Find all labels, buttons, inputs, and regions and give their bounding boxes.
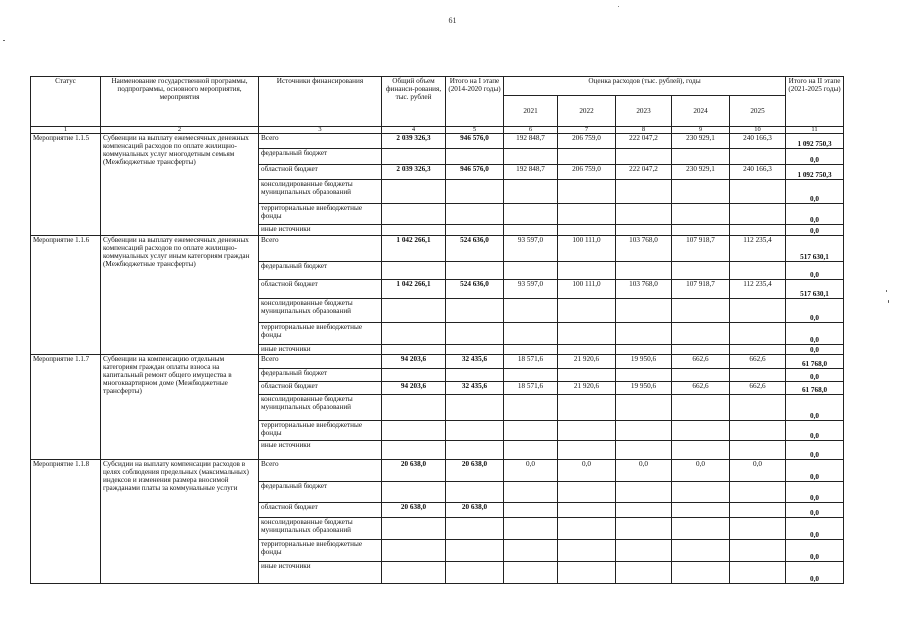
stage2-total-cell: 0,0 <box>786 518 844 540</box>
amount-cell <box>616 225 672 236</box>
column-number: 6 <box>504 127 558 134</box>
amount-cell <box>730 369 786 382</box>
amount-cell <box>382 345 446 355</box>
amount-cell: 222 047,2 <box>616 165 672 180</box>
measure-status: Мероприятие 1.1.7 <box>31 355 101 460</box>
amount-cell <box>446 204 504 225</box>
amount-cell <box>504 441 558 460</box>
amount-cell: 206 759,0 <box>558 165 616 180</box>
amount-cell <box>616 323 672 345</box>
amount-cell <box>504 204 558 225</box>
amount-cell <box>672 180 730 204</box>
column-number: 9 <box>672 127 730 134</box>
amount-cell <box>382 299 446 323</box>
amount-cell <box>672 345 730 355</box>
budget-table <box>30 76 844 584</box>
header-stage1: Итого на I этапе (2014-2020 годы) <box>446 77 504 127</box>
amount-cell <box>672 299 730 323</box>
stage2-total-cell: 0,0 <box>786 180 844 204</box>
amount-cell <box>446 441 504 460</box>
amount-cell <box>504 323 558 345</box>
measure-name: Субвенции на выплату ежемесячных денежных компенсаций расходов по оплате жилищно-коммунальных услуг иным категориям граждан (Межбюджетные трансферты) <box>101 236 259 355</box>
stage2-total-cell: 61 768,0 <box>786 382 844 395</box>
amount-cell <box>616 482 672 503</box>
amount-cell <box>730 345 786 355</box>
amount-cell <box>558 421 616 441</box>
measure-status: Мероприятие 1.1.8 <box>31 460 101 584</box>
column-number: 7 <box>558 127 616 134</box>
amount-cell: 20 638,0 <box>446 460 504 482</box>
amount-cell: 662,6 <box>730 355 786 369</box>
amount-cell <box>616 149 672 165</box>
amount-cell <box>382 323 446 345</box>
amount-cell <box>672 518 730 540</box>
amount-cell: 107 918,7 <box>672 236 730 262</box>
header-estimate: Оценка расходов (тыс. рублей), годы <box>504 77 786 96</box>
amount-cell: 100 111,0 <box>558 280 616 299</box>
amount-cell <box>730 204 786 225</box>
amount-cell <box>616 262 672 280</box>
amount-cell: 20 638,0 <box>446 503 504 518</box>
amount-cell <box>382 562 446 584</box>
amount-cell: 103 768,0 <box>616 280 672 299</box>
amount-cell <box>446 562 504 584</box>
funding-source: территориальные внебюджетные фонды <box>259 540 382 562</box>
stage2-total-cell: 1 092 750,3 <box>786 134 844 149</box>
amount-cell <box>730 225 786 236</box>
stage2-total-cell: 1 092 750,3 <box>786 165 844 180</box>
amount-cell: 18 571,6 <box>504 355 558 369</box>
amount-cell <box>382 204 446 225</box>
funding-source: консолидированные бюджеты муниципальных образований <box>259 518 382 540</box>
amount-cell <box>672 395 730 421</box>
amount-cell <box>616 421 672 441</box>
page-number: 61 <box>448 16 457 25</box>
amount-cell <box>558 503 616 518</box>
funding-source: областной бюджет <box>259 280 382 299</box>
amount-cell <box>382 149 446 165</box>
stage2-total-cell: 0,0 <box>786 149 844 165</box>
table-body <box>31 134 844 584</box>
amount-cell: 112 235,4 <box>730 236 786 262</box>
funding-source: консолидированные бюджеты муниципальных образований <box>259 180 382 204</box>
amount-cell: 222 047,2 <box>616 134 672 149</box>
amount-cell <box>558 345 616 355</box>
amount-cell: 94 203,6 <box>382 355 446 369</box>
amount-cell <box>730 562 786 584</box>
amount-cell: 946 576,0 <box>446 165 504 180</box>
amount-cell: 524 636,0 <box>446 280 504 299</box>
amount-cell <box>616 299 672 323</box>
measure-name: Субвенции на компенсацию отдельным категориям граждан оплаты взноса на капитальный ремонт общего имущества в многоквартирном доме (Межбюджетные трансферты) <box>101 355 259 460</box>
stage2-total-cell: 0,0 <box>786 441 844 460</box>
funding-source: территориальные внебюджетные фонды <box>259 323 382 345</box>
amount-cell <box>446 421 504 441</box>
amount-cell <box>446 225 504 236</box>
amount-cell <box>504 562 558 584</box>
amount-cell <box>504 345 558 355</box>
header-year: 2021 <box>504 96 558 127</box>
amount-cell: 20 638,0 <box>382 460 446 482</box>
scan-speck <box>886 290 887 292</box>
amount-cell: 21 920,6 <box>558 382 616 395</box>
amount-cell <box>672 204 730 225</box>
amount-cell: 192 848,7 <box>504 134 558 149</box>
amount-cell <box>558 482 616 503</box>
scan-speck <box>888 300 889 303</box>
funding-source: Всего <box>259 236 382 262</box>
amount-cell <box>730 262 786 280</box>
column-number: 5 <box>446 127 504 134</box>
amount-cell <box>382 441 446 460</box>
amount-cell <box>446 518 504 540</box>
amount-cell: 2 039 326,3 <box>382 165 446 180</box>
amount-cell <box>446 323 504 345</box>
amount-cell <box>558 299 616 323</box>
amount-cell <box>616 518 672 540</box>
measure-status: Мероприятие 1.1.5 <box>31 134 101 236</box>
measure-status: Мероприятие 1.1.6 <box>31 236 101 355</box>
amount-cell: 103 768,0 <box>616 236 672 262</box>
amount-cell <box>382 225 446 236</box>
amount-cell <box>504 369 558 382</box>
amount-cell: 18 571,6 <box>504 382 558 395</box>
amount-cell <box>672 262 730 280</box>
amount-cell <box>504 395 558 421</box>
amount-cell <box>730 180 786 204</box>
amount-cell <box>446 180 504 204</box>
column-number: 2 <box>101 127 259 134</box>
stage2-total-cell: 0,0 <box>786 421 844 441</box>
stage2-total-cell: 517 630,1 <box>786 236 844 262</box>
amount-cell <box>616 441 672 460</box>
funding-source: Всего <box>259 134 382 149</box>
amount-cell <box>446 540 504 562</box>
amount-cell <box>730 149 786 165</box>
amount-cell <box>382 369 446 382</box>
amount-cell <box>616 540 672 562</box>
amount-cell: 946 576,0 <box>446 134 504 149</box>
amount-cell: 32 435,6 <box>446 382 504 395</box>
amount-cell: 0,0 <box>558 460 616 482</box>
amount-cell <box>730 395 786 421</box>
amount-cell: 19 950,6 <box>616 382 672 395</box>
amount-cell <box>672 482 730 503</box>
amount-cell <box>730 482 786 503</box>
amount-cell: 107 918,7 <box>672 280 730 299</box>
amount-cell: 662,6 <box>672 382 730 395</box>
funding-source: областной бюджет <box>259 165 382 180</box>
amount-cell <box>504 149 558 165</box>
amount-cell: 0,0 <box>730 460 786 482</box>
amount-cell <box>446 149 504 165</box>
amount-cell <box>558 395 616 421</box>
stage2-total-cell: 0,0 <box>786 299 844 323</box>
stage2-total-cell: 0,0 <box>786 345 844 355</box>
amount-cell <box>672 562 730 584</box>
amount-cell <box>730 441 786 460</box>
amount-cell <box>730 323 786 345</box>
column-number: 1 <box>31 127 101 134</box>
amount-cell <box>446 345 504 355</box>
scan-speck <box>3 40 5 41</box>
amount-cell <box>446 395 504 421</box>
amount-cell <box>616 345 672 355</box>
amount-cell <box>382 421 446 441</box>
amount-cell <box>446 262 504 280</box>
stage2-total-cell: 0,0 <box>786 562 844 584</box>
amount-cell <box>558 369 616 382</box>
amount-cell <box>616 562 672 584</box>
header-year: 2023 <box>616 96 672 127</box>
table-row <box>31 134 844 149</box>
amount-cell <box>382 540 446 562</box>
amount-cell: 94 203,6 <box>382 382 446 395</box>
amount-cell <box>382 262 446 280</box>
amount-cell: 112 235,4 <box>730 280 786 299</box>
stage2-total-cell: 0,0 <box>786 225 844 236</box>
stage2-total-cell: 0,0 <box>786 204 844 225</box>
amount-cell: 192 848,7 <box>504 165 558 180</box>
amount-cell <box>730 299 786 323</box>
amount-cell: 240 166,3 <box>730 134 786 149</box>
header-total: Общий объем финанси-рования, тыс. рублей <box>382 77 446 127</box>
funding-source: иные источники <box>259 441 382 460</box>
header-year: 2022 <box>558 96 616 127</box>
amount-cell <box>558 540 616 562</box>
amount-cell <box>446 299 504 323</box>
amount-cell <box>558 180 616 204</box>
amount-cell <box>558 204 616 225</box>
table-row <box>31 236 844 262</box>
table-row <box>31 355 844 369</box>
funding-source: территориальные внебюджетные фонды <box>259 421 382 441</box>
stage2-total-cell: 0,0 <box>786 460 844 482</box>
funding-source: федеральный бюджет <box>259 369 382 382</box>
header-status: Статус <box>31 77 101 127</box>
stage2-total-cell: 0,0 <box>786 503 844 518</box>
amount-cell <box>504 225 558 236</box>
amount-cell <box>616 503 672 518</box>
header-name: Наименование государственной программы, подпрограммы, основного мероприятия, мероприятия <box>101 77 259 127</box>
amount-cell: 93 597,0 <box>504 236 558 262</box>
amount-cell: 230 929,1 <box>672 165 730 180</box>
amount-cell <box>382 518 446 540</box>
funding-source: федеральный бюджет <box>259 149 382 165</box>
amount-cell <box>616 369 672 382</box>
amount-cell <box>558 323 616 345</box>
amount-cell: 100 111,0 <box>558 236 616 262</box>
funding-source: консолидированные бюджеты муниципальных образований <box>259 395 382 421</box>
amount-cell <box>730 540 786 562</box>
amount-cell <box>504 518 558 540</box>
header-year: 2024 <box>672 96 730 127</box>
amount-cell <box>672 323 730 345</box>
stage2-total-cell: 0,0 <box>786 323 844 345</box>
amount-cell <box>504 503 558 518</box>
amount-cell <box>382 482 446 503</box>
amount-cell: 662,6 <box>672 355 730 369</box>
measure-name: Субвенции на выплату ежемесячных денежных компенсаций расходов по оплате жилищно-коммунальных услуг многодетным семьям (Межбюджетные трансферты) <box>101 134 259 236</box>
funding-source: консолидированные бюджеты муниципальных образований <box>259 299 382 323</box>
funding-source: иные источники <box>259 225 382 236</box>
amount-cell <box>504 180 558 204</box>
amount-cell <box>672 441 730 460</box>
amount-cell <box>730 518 786 540</box>
amount-cell: 524 636,0 <box>446 236 504 262</box>
amount-cell <box>382 180 446 204</box>
amount-cell <box>382 395 446 421</box>
amount-cell: 21 920,6 <box>558 355 616 369</box>
column-number: 11 <box>786 127 844 134</box>
amount-cell: 1 042 266,1 <box>382 280 446 299</box>
amount-cell <box>504 482 558 503</box>
amount-cell <box>504 540 558 562</box>
scan-speck <box>618 6 619 7</box>
stage2-total-cell: 0,0 <box>786 262 844 280</box>
amount-cell <box>672 540 730 562</box>
stage2-total-cell: 0,0 <box>786 395 844 421</box>
amount-cell <box>446 482 504 503</box>
amount-cell: 0,0 <box>672 460 730 482</box>
amount-cell: 2 039 326,3 <box>382 134 446 149</box>
measure-name: Субсидии на выплату компенсации расходов в целях соблюдения предельных (максимальных) индексов и изменения размера вносимой гражданами платы за коммунальные услуги <box>101 460 259 584</box>
amount-cell <box>672 225 730 236</box>
amount-cell: 662,6 <box>730 382 786 395</box>
column-number: 8 <box>616 127 672 134</box>
funding-source: иные источники <box>259 345 382 355</box>
stage2-total-cell: 517 630,1 <box>786 280 844 299</box>
amount-cell <box>446 369 504 382</box>
amount-cell <box>672 421 730 441</box>
funding-source: Всего <box>259 355 382 369</box>
column-number: 3 <box>259 127 382 134</box>
funding-source: территориальные внебюджетные фонды <box>259 204 382 225</box>
funding-source: областной бюджет <box>259 503 382 518</box>
amount-cell <box>616 180 672 204</box>
amount-cell <box>504 421 558 441</box>
funding-source: Всего <box>259 460 382 482</box>
amount-cell: 240 166,3 <box>730 165 786 180</box>
funding-source: областной бюджет <box>259 382 382 395</box>
amount-cell <box>672 149 730 165</box>
amount-cell: 32 435,6 <box>446 355 504 369</box>
amount-cell: 206 759,0 <box>558 134 616 149</box>
funding-source: федеральный бюджет <box>259 262 382 280</box>
amount-cell <box>558 518 616 540</box>
amount-cell: 0,0 <box>504 460 558 482</box>
funding-source: иные источники <box>259 562 382 584</box>
amount-cell: 230 929,1 <box>672 134 730 149</box>
amount-cell <box>558 441 616 460</box>
amount-cell: 19 950,6 <box>616 355 672 369</box>
amount-cell <box>730 503 786 518</box>
stage2-total-cell: 0,0 <box>786 482 844 503</box>
amount-cell <box>558 149 616 165</box>
amount-cell <box>558 562 616 584</box>
funding-source: федеральный бюджет <box>259 482 382 503</box>
table-header <box>31 77 844 134</box>
column-number: 4 <box>382 127 446 134</box>
stage2-total-cell: 61 768,0 <box>786 355 844 369</box>
amount-cell <box>616 204 672 225</box>
header-year: 2025 <box>730 96 786 127</box>
amount-cell <box>730 421 786 441</box>
amount-cell <box>504 262 558 280</box>
header-stage2: Итого на II этапе (2021-2025 годы) <box>786 77 844 127</box>
amount-cell: 1 042 266,1 <box>382 236 446 262</box>
amount-cell <box>672 503 730 518</box>
stage2-total-cell: 0,0 <box>786 369 844 382</box>
amount-cell: 20 638,0 <box>382 503 446 518</box>
amount-cell <box>672 369 730 382</box>
amount-cell <box>558 225 616 236</box>
column-number: 10 <box>730 127 786 134</box>
header-source: Источники финансирования <box>259 77 382 127</box>
stage2-total-cell: 0,0 <box>786 540 844 562</box>
amount-cell: 93 597,0 <box>504 280 558 299</box>
amount-cell <box>558 262 616 280</box>
amount-cell <box>616 395 672 421</box>
amount-cell <box>504 299 558 323</box>
amount-cell: 0,0 <box>616 460 672 482</box>
table-row <box>31 460 844 482</box>
